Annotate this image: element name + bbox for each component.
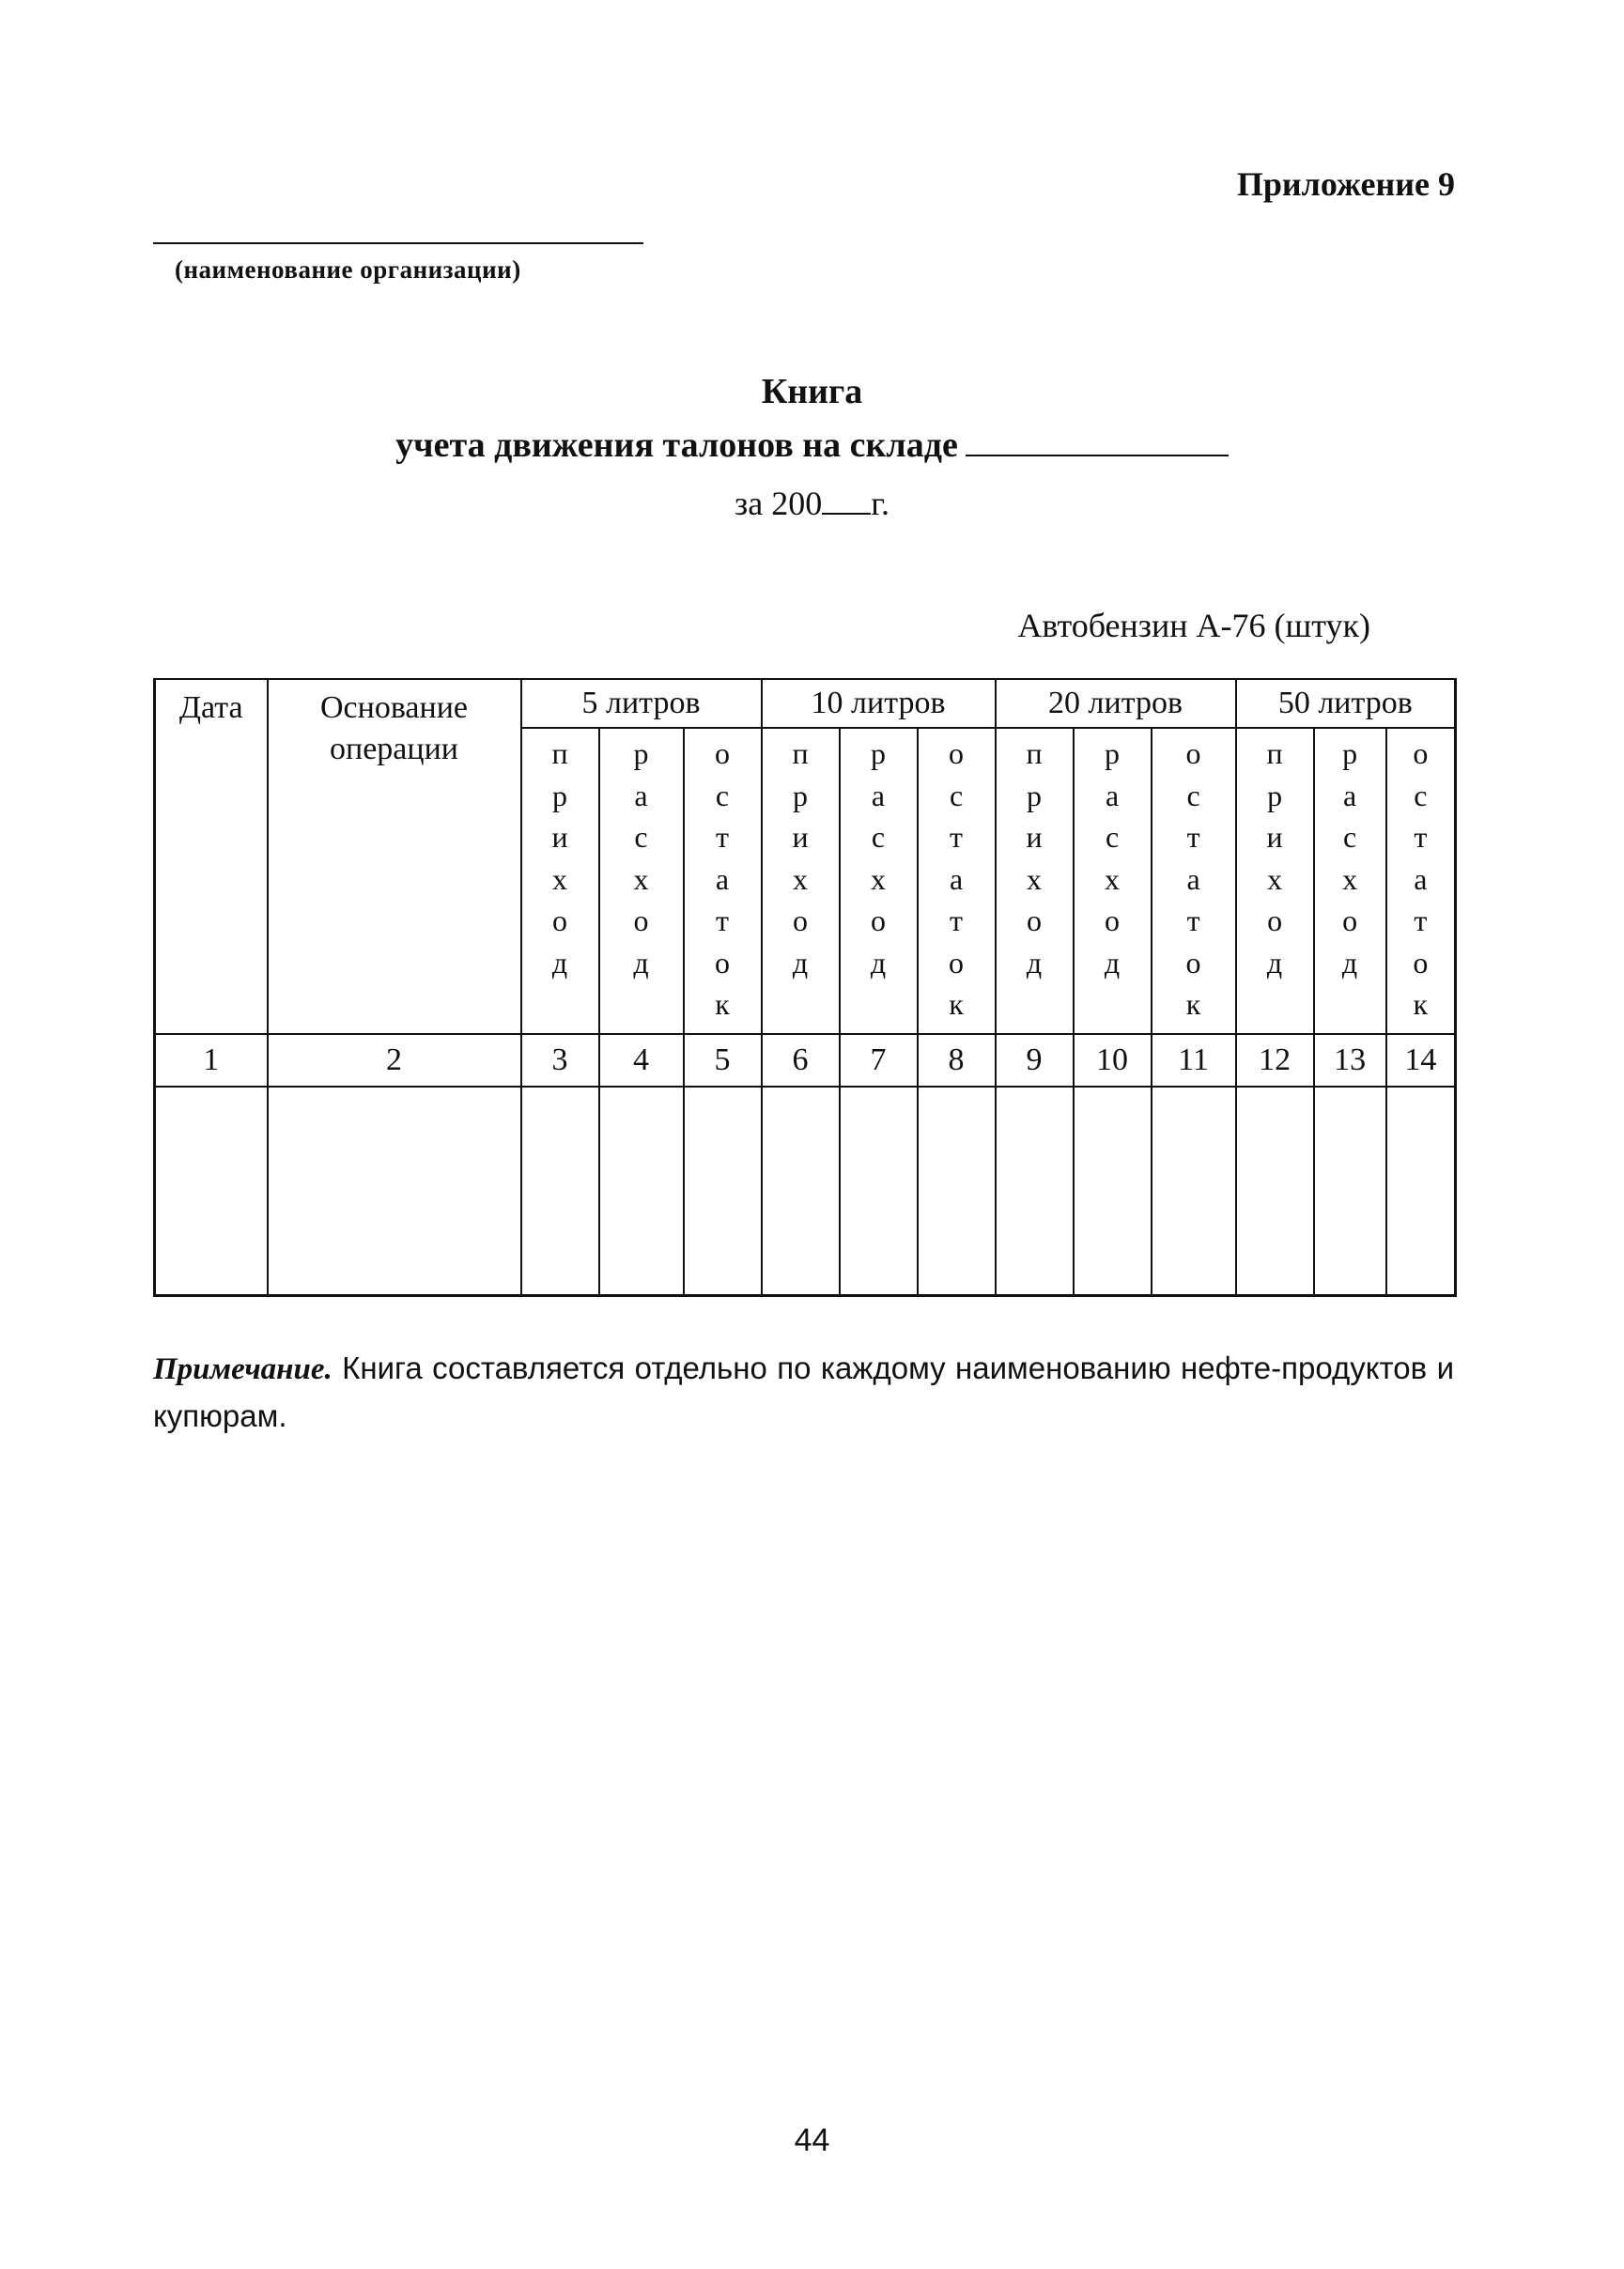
subheader-expense-4 bbox=[1314, 728, 1386, 1034]
subheader-letter: д bbox=[792, 945, 809, 980]
subheader-letter: к bbox=[949, 987, 964, 1021]
column-number-4: 4 bbox=[599, 1034, 684, 1087]
entry-cell-10 bbox=[1074, 1087, 1152, 1296]
subheader-letter: и bbox=[1026, 820, 1043, 854]
subheader-letter: а bbox=[634, 778, 648, 812]
subheader-letter: п bbox=[1026, 736, 1043, 770]
subheader-letter: о bbox=[552, 903, 567, 937]
subheader-letter: и bbox=[551, 820, 568, 854]
subheader-letter: а bbox=[1414, 861, 1428, 896]
subheader-letter: т bbox=[1414, 820, 1428, 854]
subheader-letter: о bbox=[633, 903, 649, 937]
subheader-letter: к bbox=[715, 987, 730, 1021]
subheader-letter: с bbox=[1414, 778, 1428, 812]
subheader-letter: о bbox=[1105, 903, 1121, 937]
subheader-letter: р bbox=[552, 778, 567, 812]
subheader-letter: о bbox=[1413, 736, 1429, 770]
subheader-letter: р bbox=[1105, 736, 1121, 770]
subheader-letter: т bbox=[950, 903, 964, 937]
subheader-letter: д bbox=[551, 945, 568, 980]
year-blank-line bbox=[822, 486, 871, 515]
subheader-letter: о bbox=[715, 736, 731, 770]
subheader-balance-2 bbox=[918, 728, 996, 1034]
subheader-letter: с bbox=[871, 820, 886, 854]
column-number-1: 1 bbox=[155, 1034, 268, 1087]
entry-cell-6 bbox=[762, 1087, 840, 1296]
subheader-income-2 bbox=[762, 728, 840, 1034]
subheader-letter: п bbox=[551, 736, 568, 770]
subheader-letter: о bbox=[715, 945, 731, 980]
column-number-row bbox=[155, 1034, 1456, 1087]
subheader-letter: о bbox=[793, 903, 809, 937]
year-suffix: г. bbox=[871, 485, 889, 522]
entry-cell-11 bbox=[1152, 1087, 1236, 1296]
subheader-letter: р bbox=[633, 736, 649, 770]
entry-cell-1 bbox=[155, 1087, 268, 1296]
subheader-letter: т bbox=[950, 820, 964, 854]
subheader-letter: о bbox=[1413, 945, 1429, 980]
subheader-letter: а bbox=[949, 861, 964, 896]
subheader-letter: и bbox=[1266, 820, 1283, 854]
subheader-letter: о bbox=[1185, 945, 1201, 980]
column-number-5: 5 bbox=[684, 1034, 762, 1087]
fuel-type-label: Автобензин А-76 (штук) bbox=[1017, 607, 1370, 644]
organization-caption: (наименование организации) bbox=[175, 255, 521, 284]
subheader-balance-3 bbox=[1152, 728, 1236, 1034]
subheader-letter: а bbox=[1186, 861, 1200, 896]
document-title: Книга bbox=[761, 372, 863, 411]
subheader-letter: к bbox=[1185, 987, 1201, 1021]
entry-cell-7 bbox=[840, 1087, 918, 1296]
subheader-letter: и bbox=[792, 820, 809, 854]
subheader-letter: х bbox=[633, 861, 649, 896]
subheader-letter: о bbox=[1027, 903, 1043, 937]
column-number-2: 2 bbox=[268, 1034, 521, 1087]
subheader-income-4 bbox=[1236, 728, 1314, 1034]
subheader-letter: д bbox=[1266, 945, 1283, 980]
entry-cell-9 bbox=[996, 1087, 1074, 1296]
column-number-13: 13 bbox=[1314, 1034, 1386, 1087]
subheader-letter: а bbox=[871, 778, 886, 812]
empty-entry-row bbox=[155, 1087, 1456, 1296]
subheader-income-3 bbox=[996, 728, 1074, 1034]
subheader-letter: о bbox=[949, 736, 965, 770]
entry-cell-14 bbox=[1386, 1087, 1456, 1296]
column-number-12: 12 bbox=[1236, 1034, 1314, 1087]
subheader-letter: р bbox=[1267, 778, 1283, 812]
subheader-expense-3 bbox=[1074, 728, 1152, 1034]
subheader-letter: с bbox=[1342, 820, 1357, 854]
page-number: 44 bbox=[794, 2122, 830, 2158]
column-number-8: 8 bbox=[918, 1034, 996, 1087]
header-date: Дата bbox=[155, 679, 268, 1034]
header-group-5: 5 литров bbox=[521, 679, 762, 728]
subheader-letter: с bbox=[715, 778, 730, 812]
subheader-letter: п bbox=[1266, 736, 1283, 770]
entry-cell-4 bbox=[599, 1087, 684, 1296]
subheader-letter: д bbox=[1026, 945, 1043, 980]
subheader-expense-1 bbox=[599, 728, 684, 1034]
entry-cell-12 bbox=[1236, 1087, 1314, 1296]
subheader-letter: х bbox=[552, 861, 567, 896]
organization-blank-line bbox=[153, 242, 643, 244]
subheader-letter: о bbox=[1267, 903, 1283, 937]
header-group-20: 20 литров bbox=[996, 679, 1236, 728]
subheader-letter: с bbox=[1186, 778, 1200, 812]
subheader-letter: с bbox=[1105, 820, 1120, 854]
subheader-letter: д bbox=[870, 945, 887, 980]
header-basis: Основание операции bbox=[268, 679, 521, 1034]
subheader-letter: а bbox=[715, 861, 730, 896]
subheader-letter: р bbox=[793, 778, 809, 812]
column-number-14: 14 bbox=[1386, 1034, 1456, 1087]
subheader-letter: х bbox=[793, 861, 809, 896]
year-line bbox=[0, 484, 1624, 523]
subheader-letter: х bbox=[1267, 861, 1283, 896]
subheader-letter: с bbox=[949, 778, 964, 812]
subheader-letter: д bbox=[633, 945, 649, 980]
subheader-letter: а bbox=[1342, 778, 1357, 812]
column-number-6: 6 bbox=[762, 1034, 840, 1087]
subheader-letter: р bbox=[1027, 778, 1043, 812]
subtitle-text: учета движения талонов на складе bbox=[395, 425, 958, 465]
subheader-letter: с bbox=[634, 820, 648, 854]
document-subtitle bbox=[0, 424, 1624, 466]
subheader-letter: х bbox=[871, 861, 887, 896]
note-text: Книга составляется отдельно по каждому наименованию нефте-продуктов и купюрам. bbox=[153, 1351, 1454, 1433]
warehouse-blank-line bbox=[966, 426, 1229, 456]
subheader-letter: р bbox=[871, 736, 887, 770]
subheader-letter: о bbox=[1185, 736, 1201, 770]
subheader-letter: д bbox=[1341, 945, 1358, 980]
header-group-10: 10 литров bbox=[762, 679, 996, 728]
entry-cell-8 bbox=[918, 1087, 996, 1296]
subheader-letter: т bbox=[1414, 903, 1428, 937]
entry-cell-13 bbox=[1314, 1087, 1386, 1296]
subheader-letter: т bbox=[716, 903, 729, 937]
appendix-label: Приложение 9 bbox=[1236, 165, 1455, 203]
entry-cell-5 bbox=[684, 1087, 762, 1296]
subheader-letter: р bbox=[1342, 736, 1358, 770]
subheader-letter: х bbox=[1105, 861, 1121, 896]
column-number-10: 10 bbox=[1074, 1034, 1152, 1087]
subheader-letter: д bbox=[1104, 945, 1121, 980]
subheader-letter: о bbox=[871, 903, 887, 937]
subheader-letter: о bbox=[949, 945, 965, 980]
column-number-11: 11 bbox=[1152, 1034, 1236, 1087]
subheader-letter: т bbox=[1186, 903, 1200, 937]
subheader-letter: х bbox=[1342, 861, 1358, 896]
subheader-letter: х bbox=[1027, 861, 1043, 896]
subheader-balance-4 bbox=[1386, 728, 1456, 1034]
subheader-letter: т bbox=[1186, 820, 1200, 854]
subheader-letter: п bbox=[792, 736, 809, 770]
subheader-balance-1 bbox=[684, 728, 762, 1034]
subheader-letter: о bbox=[1342, 903, 1358, 937]
note-label: Примечание. bbox=[153, 1352, 333, 1386]
column-number-9: 9 bbox=[996, 1034, 1074, 1087]
year-prefix: за 200 bbox=[735, 485, 823, 522]
column-number-7: 7 bbox=[840, 1034, 918, 1087]
ledger-table bbox=[153, 678, 1457, 1297]
entry-cell-3 bbox=[521, 1087, 599, 1296]
note bbox=[153, 1345, 1454, 1440]
subheader-letter: т bbox=[716, 820, 729, 854]
subheader-letter: а bbox=[1105, 778, 1120, 812]
subheader-letter: к bbox=[1413, 987, 1429, 1021]
column-number-3: 3 bbox=[521, 1034, 599, 1087]
subheader-expense-2 bbox=[840, 728, 918, 1034]
subheader-income-1 bbox=[521, 728, 599, 1034]
entry-cell-2 bbox=[268, 1087, 521, 1296]
header-group-50: 50 литров bbox=[1236, 679, 1456, 728]
